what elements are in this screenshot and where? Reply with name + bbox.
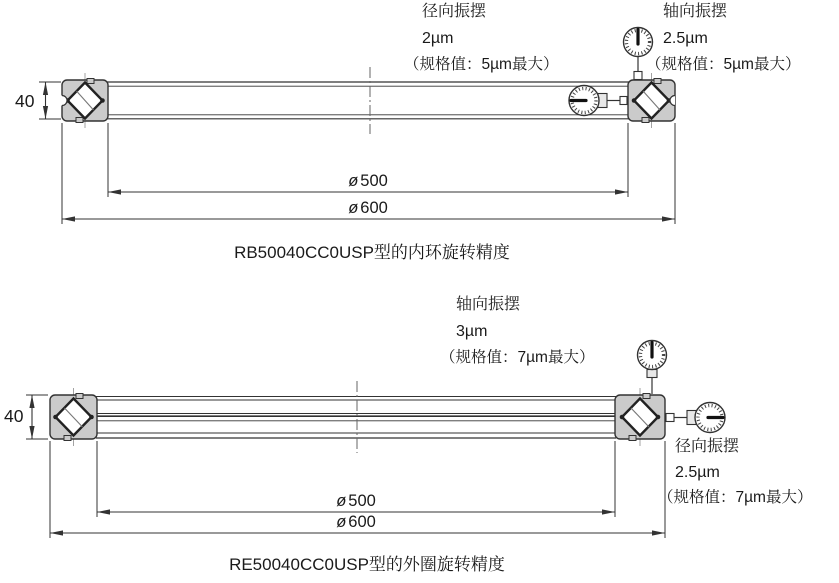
ring-band [106, 67, 629, 134]
diameter-symbol: ø [348, 172, 359, 190]
seal-clip [629, 436, 636, 441]
radial-runout-spec: （规格值：5µm最大） [404, 56, 559, 73]
axial-runout-spec: （规格值：7µm最大） [440, 349, 595, 366]
radial-runout-value: 2.5µm [675, 464, 720, 481]
radial-dial-gauge-icon [666, 403, 725, 433]
diameter-symbol: ø [336, 513, 347, 531]
outer-dimension-label [308, 513, 404, 532]
bearing-block-right [628, 73, 675, 128]
ring-band [96, 381, 616, 453]
diameter-symbol: ø [348, 199, 359, 217]
diameter-symbol: ø [336, 492, 347, 510]
outer-value: 600 [360, 199, 388, 217]
seal-clip [654, 79, 661, 84]
gauge-contact-tip [666, 414, 674, 422]
seal-clip [76, 394, 83, 399]
seal-clip [76, 118, 83, 123]
bearing-block-left [50, 388, 97, 446]
roller-pin [656, 415, 661, 420]
dimension-section-height [26, 395, 48, 439]
top-diagram-caption: RB50040CC0USP型的内环旋转精度 [234, 243, 510, 262]
gauge-boss [647, 370, 657, 378]
radial-runout-label: 径向振摆 [422, 3, 487, 20]
radial-runout-spec: （规格值：7µm最大） [658, 489, 813, 506]
axial-runout-value: 2.5µm [663, 30, 708, 47]
axial-runout-spec: （规格值：5µm最大） [646, 56, 801, 73]
bore-value: 500 [348, 492, 376, 510]
outer-value: 600 [348, 513, 376, 531]
grease-notch [62, 96, 67, 106]
roller-pin [53, 415, 58, 420]
bore-dimension-label [320, 172, 416, 191]
axial-runout-value: 3µm [456, 323, 488, 340]
seal-clip [642, 118, 649, 123]
bearing-block-left [60, 73, 108, 128]
gauge-contact-tip [634, 72, 642, 80]
roller-pin [100, 98, 105, 103]
axial-runout-label: 轴向振摆 [663, 3, 728, 20]
outer-dimension-label [320, 199, 416, 218]
bore-value: 500 [360, 172, 388, 190]
seal-clip [64, 436, 71, 441]
seal-clip [87, 79, 94, 84]
roller-pin [89, 415, 94, 420]
top-diagram [39, 28, 675, 225]
bearing-block-right [615, 388, 665, 446]
roller-pin [620, 415, 625, 420]
axial-runout-label: 轴向振摆 [456, 296, 521, 313]
seal-clip [643, 394, 650, 399]
dimension-section-height [39, 82, 61, 119]
axial-dial-gauge-icon [638, 341, 667, 395]
grease-notch [670, 96, 675, 106]
section-height-label: 40 [15, 91, 35, 111]
radial-runout-label: 径向振摆 [675, 438, 740, 455]
gauge-contact-tip [620, 97, 627, 105]
bottom-diagram-caption: RE50040CC0USP型的外圈旋转精度 [229, 555, 505, 574]
radial-dial-gauge-icon [569, 86, 627, 116]
bore-dimension-label [308, 492, 404, 511]
radial-runout-value: 2µm [422, 30, 454, 47]
section-height-label: 40 [4, 406, 24, 426]
roller-pin [632, 98, 637, 103]
